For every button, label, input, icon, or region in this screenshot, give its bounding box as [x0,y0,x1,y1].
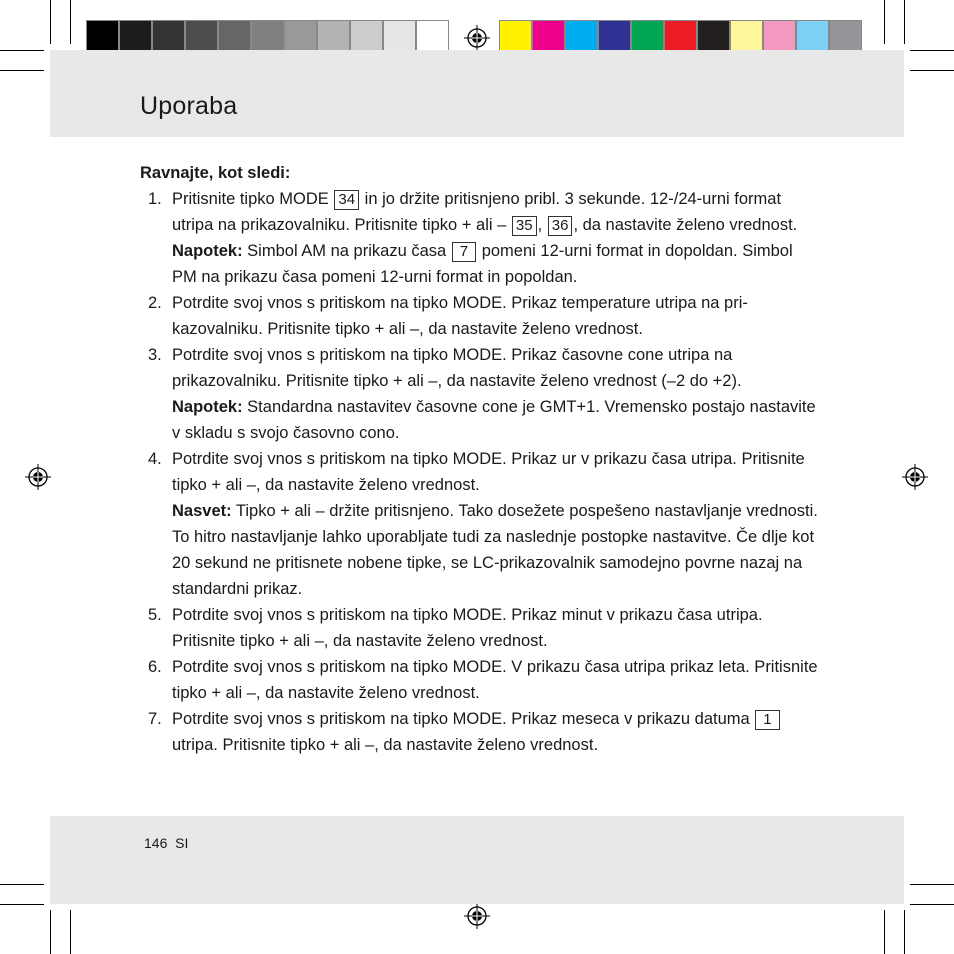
note-text: Simbol AM na prikazu časa [242,242,451,260]
crop-mark [50,0,51,44]
step-text: in jo držite pritisnjeno pribl. 3 sekunde. 12-/24-urni format utripa na prikazovalniku. Pritisnite tipko + ali – [172,190,782,234]
reference-number-box: 1 [755,710,779,730]
note-text: pomeni 12-urni format in dopoldan. Simbol PM na prikazu časa pomeni 12-urni format in popoldan. [172,242,793,286]
step-note [172,394,820,446]
color-swatch [317,20,350,54]
step-number: 3. [148,346,162,364]
note-label: Napotek: [172,398,243,416]
crop-mark [0,884,44,885]
color-swatch [284,20,317,54]
crop-mark [0,904,44,905]
color-swatch [763,20,796,54]
color-swatch [251,20,284,54]
footer-band [50,816,904,904]
step-text: Potrdite svoj vnos s pritiskom na tipko MODE. Prikaz meseca v prikazu datuma [172,710,755,728]
color-swatch [499,20,532,54]
registration-mark-icon [902,464,928,490]
step-text: utripa. Pritisnite tipko + ali –, da nastavite želeno vrednost. [172,736,599,754]
color-swatch [218,20,251,54]
color-swatch [598,20,631,54]
step-note [172,238,820,290]
color-swatch [86,20,119,54]
crop-mark [70,0,71,44]
step-text: Potrdite svoj vnos s pritiskom na tipko MODE. V prikazu časa utripa prikaz leta. Pritisnite tipko + ali –, da nastavite želeno vrednost. [172,658,818,702]
step-text: Potrdite svoj vnos s pritiskom na tipko MODE. Prikaz minut v prikazu časa utripa. Pritisnite tipko + ali –, da nastavite želeno vrednost. [172,606,763,650]
step-item [140,186,820,290]
step-number: 7. [148,710,162,728]
instructions-body [140,160,820,758]
step-text: Potrdite svoj vnos s pritiskom na tipko MODE. Prikaz ur v prikazu časa utripa. Pritisnite tipko + ali –, da nastavite želeno vrednost. [172,450,805,494]
section-heading: Ravnajte, kot sledi: [140,164,291,182]
crop-mark [0,70,44,71]
step-text: , da nastavite želeno vrednost. [573,216,798,234]
step-text: Potrdite svoj vnos s pritiskom na tipko MODE. Prikaz časovne cone utripa na prikazovalniku. Pritisnite tipko + ali –, da nastavite želeno vrednost (–2 do +2). [172,346,742,390]
step-number: 5. [148,606,162,624]
step-number: 2. [148,294,162,312]
crop-mark [910,884,954,885]
step-item [140,602,820,654]
step-text: Pritisnite tipko MODE [172,190,334,208]
color-swatch [829,20,862,54]
crop-mark [910,70,954,71]
crop-mark [0,50,44,51]
reference-number-box: 36 [548,216,573,236]
color-swatch [152,20,185,54]
page-title: Uporaba [140,92,238,120]
step-item [140,654,820,706]
color-swatch [697,20,730,54]
step-item [140,446,820,602]
registration-mark-icon [464,903,490,929]
crop-mark [70,910,71,954]
grayscale-color-bar [86,20,449,54]
reference-number-box: 7 [452,242,476,262]
crop-mark [910,50,954,51]
reference-number-box: 34 [334,190,359,210]
step-item [140,342,820,446]
note-text: Standardna nastavitev časovne cone je GMT+1. Vremensko postajo nastavite v skladu s svojo časovno cono. [172,398,816,442]
steps-list [140,186,820,758]
process-color-bar [499,20,862,54]
registration-mark-icon [25,464,51,490]
reference-number-box: 35 [512,216,537,236]
tip-text: Tipko + ali – držite pritisnjeno. Tako dosežete pospešeno nastavljanje vrednosti. To hitro nastavljanje lahko uporabljate tudi za naslednje postopke nastavitve. Če dlje kot 20 sekund ne pritisnete nobene tipke, se LC-prikazovalnik samodejno povrne nazaj na standardni prikaz. [172,502,818,598]
crop-mark [50,910,51,954]
language-code: SI [175,835,189,851]
color-swatch [383,20,416,54]
color-swatch [532,20,565,54]
page-number: 146 [144,835,168,851]
color-swatch [565,20,598,54]
step-text: , [537,216,547,234]
page-footer [144,835,188,851]
color-swatch [631,20,664,54]
color-swatch [796,20,829,54]
color-swatch [350,20,383,54]
step-number: 1. [148,190,162,208]
step-item [140,290,820,342]
step-item [140,706,820,758]
color-swatch [185,20,218,54]
crop-mark [884,0,885,44]
tip-label: Nasvet: [172,502,232,520]
registration-mark-icon [464,25,490,51]
crop-mark [904,0,905,44]
step-number: 6. [148,658,162,676]
color-swatch [730,20,763,54]
crop-mark [884,910,885,954]
note-label: Napotek: [172,242,243,260]
step-number: 4. [148,450,162,468]
color-swatch [119,20,152,54]
crop-mark [910,904,954,905]
step-text: Potrdite svoj vnos s pritiskom na tipko MODE. Prikaz temperature utripa na prikazovalniku. Pritisnite tipko + ali –, da nastavite želeno vrednost. [172,294,748,338]
crop-mark [904,910,905,954]
step-tip [172,498,820,602]
color-swatch [416,20,449,54]
color-swatch [664,20,697,54]
